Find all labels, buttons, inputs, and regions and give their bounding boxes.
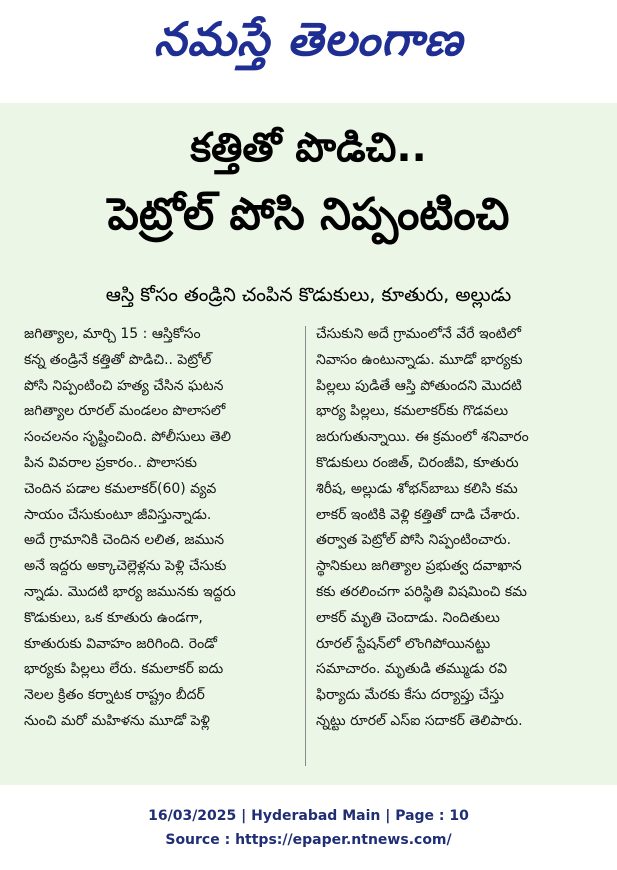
headline-line-1: కత్తితో పొడిచి..	[190, 125, 427, 171]
article-text-line: లాకర్ మృతి చెందాడు. నిందితులు	[316, 609, 500, 626]
article-text-line: స్థానికులు జగిత్యాల ప్రభుత్వ దవాఖాన	[316, 558, 522, 575]
article-text-line: పిల్లలు పుడితే ఆస్తి పోతుందని మొదటి	[316, 377, 522, 394]
headline-line-2: పెట్రోల్ పోసి నిప్పంటించి	[107, 189, 510, 240]
article-text-line: శిరీష, అల్లుడు శోభన్‌బాబు కలిసి కమ	[316, 480, 518, 497]
article-text-line: నుంచి మరో మహిళను మూడో పెళ్లి	[24, 712, 210, 729]
article-left-column	[24, 322, 294, 735]
column-divider	[305, 326, 306, 766]
masthead	[0, 0, 617, 90]
article-text-line: కన్న తండ్రినే కత్తితో పొడిచి.. పెట్రోల్	[24, 351, 212, 368]
article-text-line: చెందిన పడాల కమలాకర్(60) వ్యవ	[24, 480, 217, 497]
article-text-line: లాకర్ ఇంటికి వెళ్లి కత్తితో దాడి చేశారు.	[316, 506, 521, 523]
article-text-line: పిన వివరాల ప్రకారం.. పొలాసకు	[24, 454, 197, 471]
article-text-line: పోసి నిప్పంటించి హత్య చేసిన ఘటన	[24, 377, 224, 394]
article-text-line: అదే గ్రామానికి చెందిన లలిత, జమున	[24, 532, 225, 549]
article-text-line: నివాసం ఉంటున్నాడు. మూడో భార్యకు	[316, 351, 523, 368]
article-text-line: రూరల్ స్టేషన్‌లో లొంగిపోయినట్టు	[316, 635, 491, 652]
article-text-line: కొడుకులు, ఒక కూతురు ఉండగా,	[24, 609, 203, 626]
article-text-line: జగిత్యాల, మార్చి 15 : ఆస్తికోసం	[24, 326, 201, 342]
article-text-line: ఫిర్యాదు మేరకు కేసు దర్యాప్తు చేస్తు	[316, 687, 504, 704]
newspaper-logo: నమస్తే తెలంగాణ	[153, 12, 464, 66]
article-text-line: సమాచారం. మృతుడి తమ్ముడు రవి	[316, 661, 508, 678]
article-text-line: న్నట్టు రూరల్ ఎస్ఐ సదాకర్ తెలిపారు.	[316, 712, 523, 729]
article-text-line: భార్య పిల్లలు, కమలాకర్‌కు గొడవలు	[316, 403, 509, 420]
article-text-line: కకు తరలించగా పరిస్థితి విషమించి కమ	[316, 583, 527, 600]
article-text-line: చేసుకుని అదే గ్రామంలోనే వేరే ఇంటిలో	[316, 326, 521, 342]
article-text-line: భార్యకు పిల్లలు లేరు. కమలాకర్ ఐదు	[24, 661, 224, 678]
subheadline: ఆస్తి కోసం తండ్రిని చంపిన కొడుకులు, కూతురు, అల్లుడు	[105, 284, 512, 306]
article-right-column	[316, 322, 586, 735]
article-text-line: తర్వాత పెట్రోల్ పోసి నిప్పంటించారు.	[316, 532, 512, 549]
article-text-line: సంచలనం సృష్టించింది. పోలీసులు తెలి	[24, 429, 231, 446]
article-text-line: అనే ఇద్దరు అక్కాచెల్లెళ్లను పెళ్లి చేసుకు	[24, 558, 227, 575]
article-text-line: జగిత్యాల రూరల్ మండలం పొలాసలో	[24, 403, 226, 420]
article-text-line: కొడుకులు రంజిత్, చిరంజీవి, కూతురు	[316, 454, 519, 471]
article-text-line: జరుగుతున్నాయి. ఈ క్రమంలో శనివారం	[316, 429, 529, 446]
article-text-line: నెలల క్రితం కర్నాటక రాష్ట్రం బీదర్	[24, 687, 205, 704]
footer-source: Source : https://epaper.ntnews.com/	[165, 832, 452, 848]
footer-date-edition-page: 16/03/2025 | Hyderabad Main | Page : 10	[148, 808, 469, 824]
article-text-line: న్నాడు. మొదటి భార్య జమునకు ఇద్దరు	[24, 583, 236, 600]
article-text-line: సాయం చేసుకుంటూ జీవిస్తున్నాడు.	[24, 506, 212, 523]
article-text-line: కూతురుకు వివాహం జరిగింది. రెండో	[24, 635, 217, 652]
